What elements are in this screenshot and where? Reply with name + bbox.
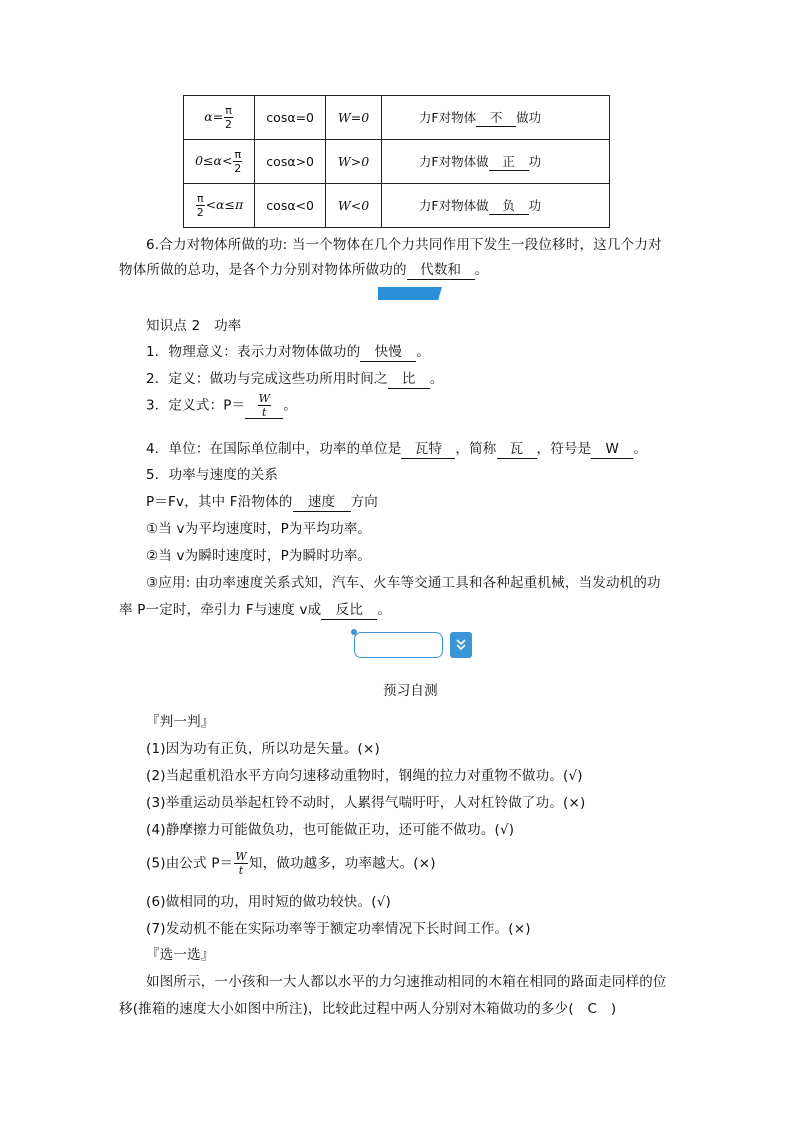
double-chevron-down-glyph	[455, 637, 467, 653]
answer-blank: 正	[489, 155, 529, 170]
kp2-item5: 5．功率与速度的关系	[146, 467, 279, 483]
judge-item: (4)静摩擦力可能做负功，也可能做正功，还可能不做功。(√)	[146, 822, 515, 838]
answer-blank: W	[591, 442, 633, 459]
answer-blank: 不	[476, 111, 516, 126]
cos-cell: cosα>0	[255, 140, 326, 184]
choose-heading: 『选一选』	[146, 947, 215, 963]
cos-cell: cosα<0	[255, 184, 326, 228]
kp2-item1: 1．物理意义：表示力对物体做功的 快慢 。	[146, 344, 430, 360]
answer-blank: 速度	[293, 495, 351, 512]
judge-heading: 『判一判』	[146, 714, 215, 730]
judge-item7: (7)发动机不能在实际功率等于额定功率情况下长时间工作。(×)	[146, 921, 531, 937]
item6-line1: 6.合力对物体所做的功: 当一个物体在几个力共同作用下发生一段位移时，这几个力对	[146, 237, 662, 253]
kp2-item5c: ②当 v为瞬时速度时，P为瞬时功率。	[146, 548, 372, 564]
angle-cell: $\frac{\pi}{2}$ <α≤π	[184, 184, 255, 228]
kp2-item4: 4．单位：在国际单位制中，功率的单位是 瓦特 ，简称 瓦 ，符号是 W 。	[146, 441, 648, 457]
work-cell: W<0	[326, 184, 382, 228]
answer-blank: 比	[388, 372, 430, 389]
section-badge	[354, 632, 443, 658]
kp2-item5a: P＝Fv，其中 F沿物体的 速度 方向	[146, 494, 378, 510]
answer-blank: 代数和	[407, 263, 475, 280]
judge-item5: (5)由公式 P＝ $\frac{W}{t}$ 知，做功越多，功率越大。(×)	[146, 850, 436, 877]
power-fraction: $\frac{W}{t}$	[235, 850, 247, 877]
description-cell: 力F对物体做 负 功	[381, 184, 609, 228]
kp2-item3: 3．定义式：P＝ $\frac{W}{t}$ 。	[146, 392, 298, 419]
cos-cell: cosα=0	[255, 96, 326, 140]
description-cell: 力F对物体 不 做功	[381, 96, 609, 140]
answer-blank: 负	[489, 199, 529, 214]
kp2-heading: 知识点 2 功率	[146, 318, 242, 334]
angle-cell: 0≤α< $\frac{\pi}{2}$	[184, 140, 255, 184]
answer-blank: 反比	[321, 603, 377, 620]
pi-over-2-fraction: $\frac{\pi}{2}$	[196, 192, 204, 219]
judge-item: (2)当起重机沿水平方向匀速移动重物时，钢绳的拉力对重物不做功。(√)	[146, 768, 583, 784]
pi-over-2-fraction: $\frac{\pi}{2}$	[234, 148, 242, 175]
work-sign-table	[183, 95, 610, 228]
table-row	[184, 184, 610, 228]
power-fraction: $\frac{W}{t}$	[258, 392, 271, 419]
section-banner	[378, 287, 442, 300]
table-row	[184, 96, 610, 140]
answer-blank: 瓦特	[401, 442, 455, 459]
angle-cell: α= $\frac{\pi}{2}$	[184, 96, 255, 140]
choose-line2: 移(推箱的速度大小如图中所注)，比较此过程中两人分别对木箱做功的多少( C )	[119, 1001, 617, 1017]
double-chevron-down-icon	[450, 632, 472, 658]
work-cell: W>0	[326, 140, 382, 184]
choose-line1: 如图所示，一小孩和一大人都以水平的力匀速推动相同的木箱在相同的路面走同样的位	[146, 974, 667, 990]
judge-item: (3)举重运动员举起杠铃不动时，人累得气喘吁吁，人对杠铃做了功。(×)	[146, 795, 586, 811]
answer-blank: 瓦	[497, 442, 537, 459]
item6-line2: 物体所做的总功，是各个力分别对物体所做功的 代数和 。	[119, 262, 489, 278]
work-cell: W=0	[326, 96, 382, 140]
judge-item6: (6)做相同的功，用时短的做功较快。(√)	[146, 894, 391, 910]
pi-over-2-fraction: $\frac{\pi}{2}$	[225, 104, 233, 131]
kp2-item5d-line1: ③应用: 由功率速度关系式知，汽车、火车等交通工具和各种起重机械，当发动机的功	[146, 575, 661, 591]
kp2-item5d-line2: 率 P一定时，牵引力 F与速度 v成 反比 。	[119, 602, 392, 618]
kp2-item2: 2．定义：做功与完成这些功所用时间之 比 。	[146, 371, 444, 387]
table-row	[184, 140, 610, 184]
judge-item: (1)因为功有正负，所以功是矢量。(×)	[146, 741, 380, 757]
answer-blank: 快慢	[360, 345, 416, 362]
description-cell: 力F对物体做 正 功	[381, 140, 609, 184]
answer-blank	[245, 393, 283, 419]
section-title: 预习自测	[383, 683, 438, 699]
kp2-item5b: ①当 v为平均速度时，P为平均功率。	[146, 521, 372, 537]
